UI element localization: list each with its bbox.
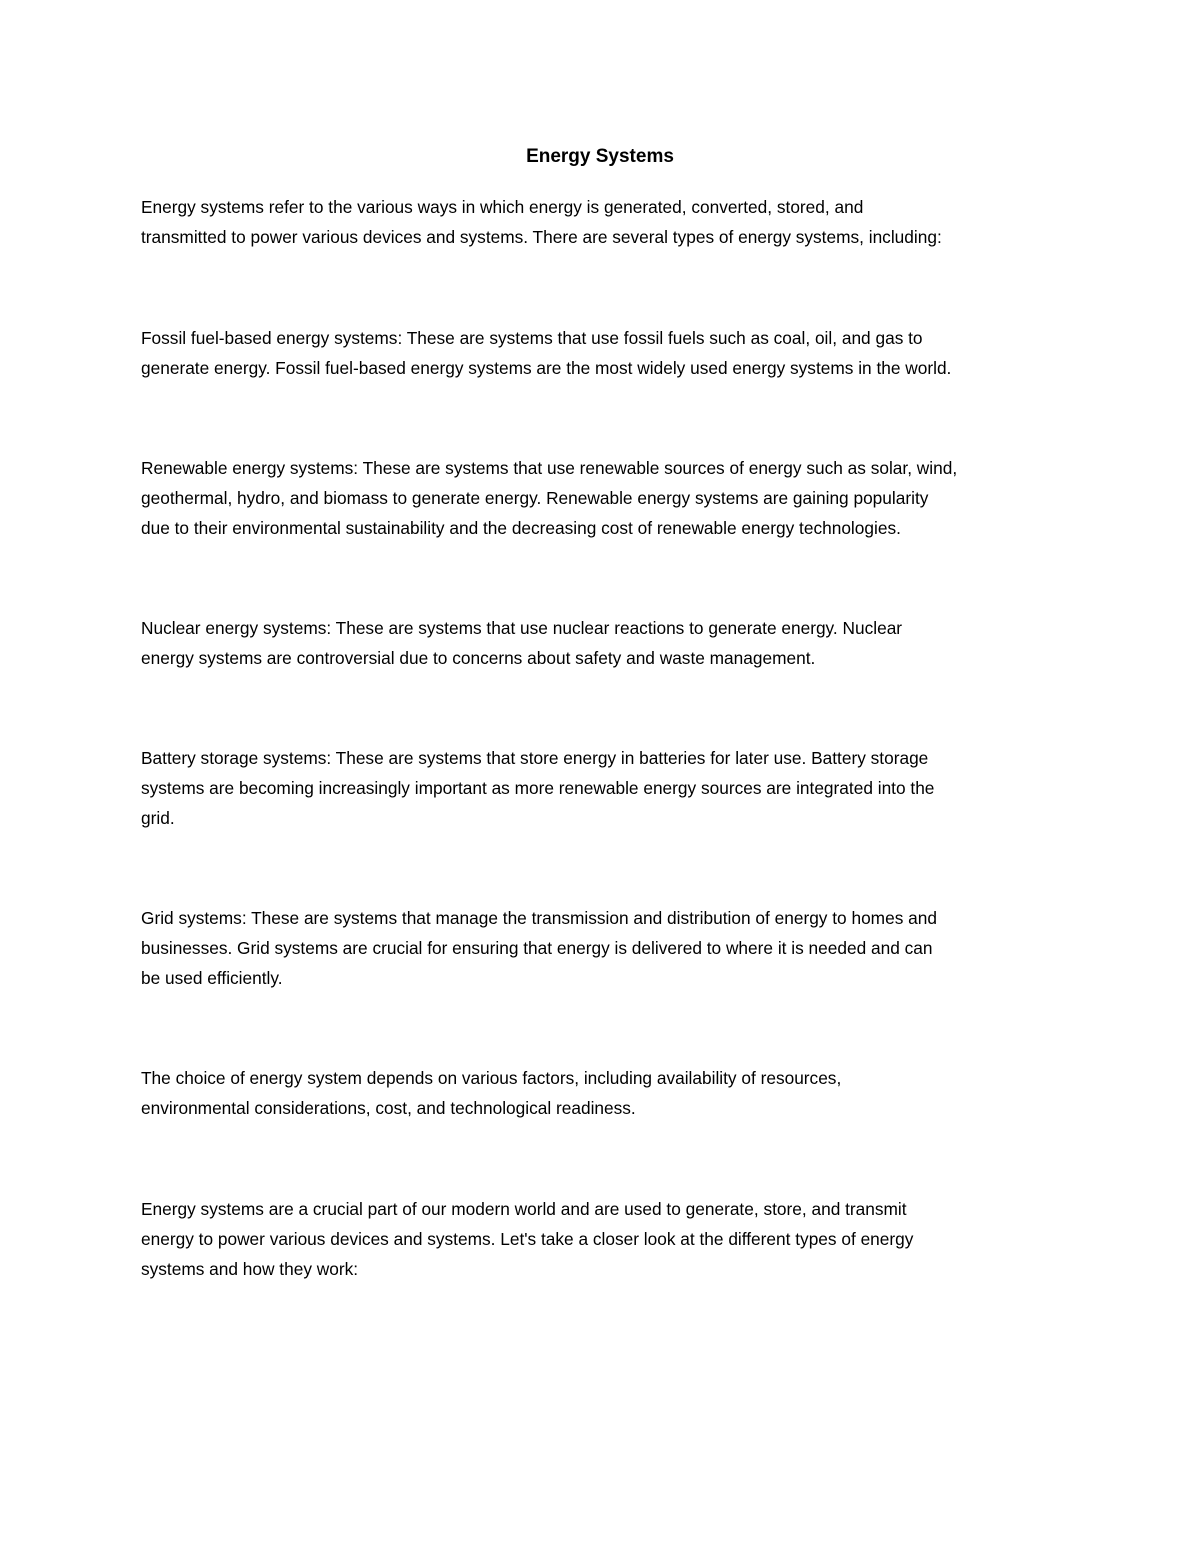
paragraph-line: systems and how they work: (141, 1259, 359, 1280)
paragraph-renewable (141, 453, 1061, 544)
paragraph-line: geothermal, hydro, and biomass to generate energy. Renewable energy systems are gaining popularity (141, 488, 929, 509)
paragraph-line: Energy systems are a crucial part of our modern world and are used to generate, store, and transmit (141, 1199, 907, 1219)
paragraph-line: Grid systems: These are systems that manage the transmission and distribution of energy to homes and (141, 908, 937, 928)
paragraph-line: Nuclear energy systems: These are systems that use nuclear reactions to generate energy. Nuclear (141, 618, 903, 638)
paragraph-line: generate energy. Fossil fuel-based energy systems are the most widely used energy systems in the world. (141, 358, 952, 379)
paragraph-line: grid. (141, 808, 175, 829)
paragraph-intro (141, 192, 1061, 252)
paragraph-line: systems are becoming increasingly important as more renewable energy sources are integrated into the (141, 778, 935, 799)
paragraph-line: Renewable energy systems: These are systems that use renewable sources of energy such as solar, wind, (141, 458, 958, 478)
paragraph-line: energy to power various devices and systems. Let's take a closer look at the different types of energy (141, 1229, 914, 1250)
paragraph-line: businesses. Grid systems are crucial for ensuring that energy is delivered to where it is needed and can (141, 938, 933, 959)
paragraph-line: Energy systems refer to the various ways in which energy is generated, converted, stored, and (141, 197, 864, 217)
document-title: Energy Systems (526, 146, 674, 167)
paragraph-line: due to their environmental sustainability and the decreasing cost of renewable energy technologies. (141, 518, 901, 539)
paragraph-choice (141, 1063, 1061, 1123)
paragraph-grid (141, 903, 1061, 994)
paragraph-line: transmitted to power various devices and systems. There are several types of energy systems, including: (141, 227, 942, 248)
paragraph-battery-storage (141, 743, 1061, 834)
paragraph-nuclear (141, 613, 1061, 673)
paragraph-line: environmental considerations, cost, and technological readiness. (141, 1098, 636, 1119)
paragraph-line: be used efficiently. (141, 968, 283, 989)
paragraph-fossil-fuel (141, 323, 1061, 383)
paragraph-line: Fossil fuel-based energy systems: These are systems that use fossil fuels such as coal, oil, and gas to (141, 328, 923, 348)
paragraph-conclusion (141, 1194, 1061, 1285)
paragraph-line: energy systems are controversial due to concerns about safety and waste management. (141, 648, 816, 669)
paragraph-line: The choice of energy system depends on various factors, including availability of resources, (141, 1068, 842, 1088)
paragraph-line: Battery storage systems: These are systems that store energy in batteries for later use. Battery storage (141, 748, 929, 768)
